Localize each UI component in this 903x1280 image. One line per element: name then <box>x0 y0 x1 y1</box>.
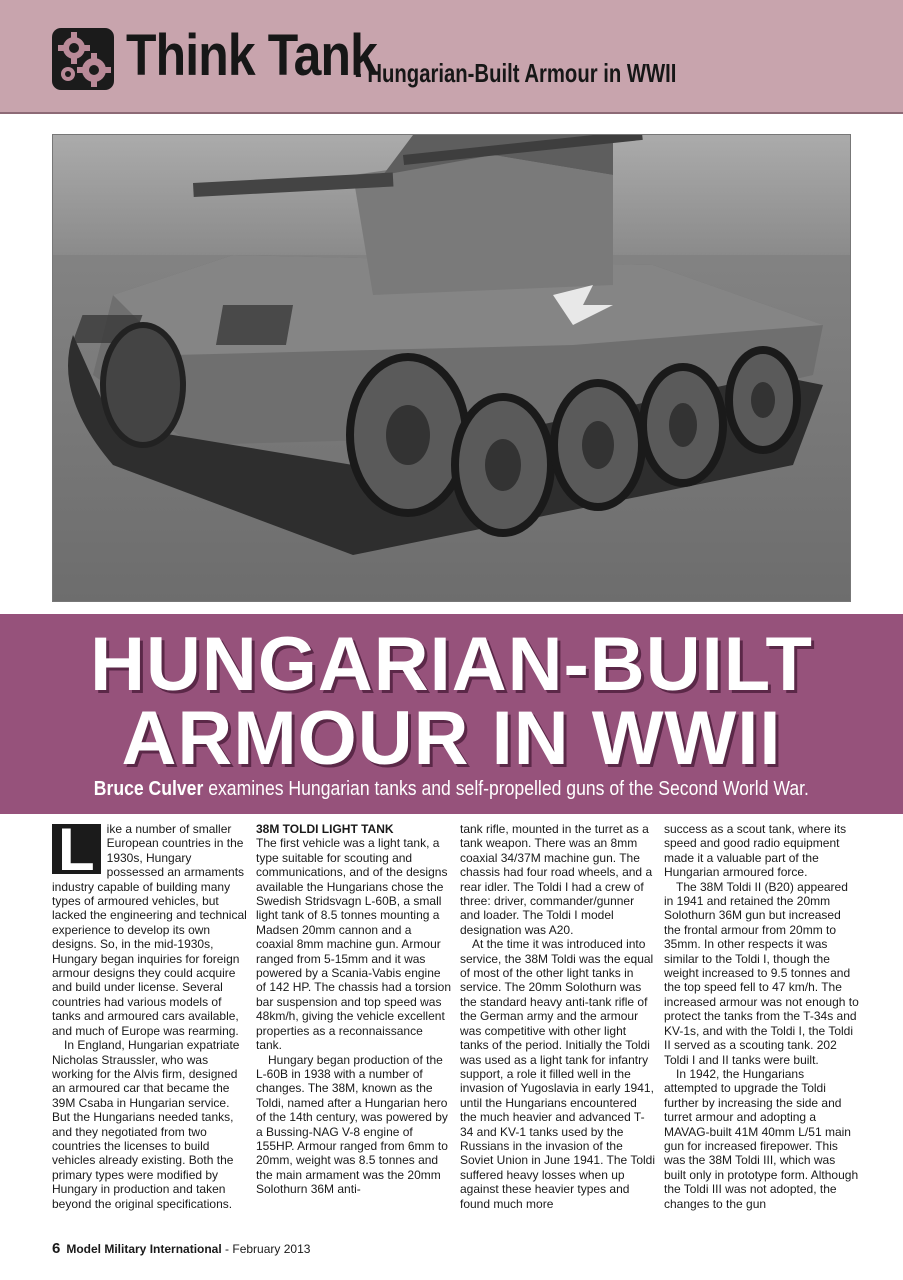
magazine-name: Model Military International <box>66 1242 222 1256</box>
paragraph: L ike a number of smaller European countries in the 1930s, Hungary possessed an armaments industry capable of building many types of armoured vehicles, but lacked the engineering and technical experience to develop its own designs. So, in the mid-1930s, Hungary began inquiries for foreign armour designs they could acquire and build under license. Several countries had various models of tanks and armoured cars available, and much of Europe was rearming. <box>52 816 247 1038</box>
paragraph: At the time it was introduced into service, the 38M Toldi was the equal of most of the other light tanks in service. The 20mm Solothurn was the standard heavy anti-tank rifle of the German army and the armour was competitive with other light tanks of the period. Initially the Toldi was used as a light tank for infantry support, a role it filled well in the invasion of Yugoslavia in early 1941, until the Hungarians encountered the much heavier and advanced T-34 and KV-1 tanks used by the Russians in the invasion of the Soviet Union in June 1941. The Toldi suffered heavy losses when up against these heavier types and found much more <box>460 937 656 1211</box>
paragraph: success as a scout tank, where its speed and good radio equipment made it a valuable part of the Hungarian armoured force. <box>664 822 847 880</box>
section-subtitle: - Hungarian-Built Armour in WWII <box>355 58 677 88</box>
issue-date: - February 2013 <box>221 1242 311 1256</box>
gear-logo-icon <box>52 28 114 90</box>
tank-photo <box>52 134 851 602</box>
section-heading: 38M TOLDI LIGHT TANK <box>256 822 394 836</box>
masthead <box>0 0 903 114</box>
paragraph: The first vehicle was a light tank, a type suitable for scouting and communications, and of the designs available the Hungarians chose the Swedish Stridsvagn L-60B, a small light tank of 8.5 tonnes mounting a Madsen 20mm cannon and a coaxial 8mm machine gun. Armour ranged from 5-15mm and it was powered by a Scania-Vabis engine of 142 HP. The chassis had a torsion bar suspension and top speed was 48km/h, giving the vehicle excellent properties as a reconnaissance tank. <box>256 836 452 1053</box>
paragraph: The 38M Toldi II (B20) appeared in 1941 and retained the 20mm Solothurn 36M gun but increased the frontal armour from 20mm to 35mm. In other respects it was similar to the Toldi I, though the weight increased to 9.5 tonnes and the top speed fell to 47 km/h. The increased armour was not enough to protect the tanks from the T-34s and KV-1s, and with the Toldi I, the Toldi II served as a scouting tank. 202 Toldi I and II tanks were built. <box>664 879 859 1067</box>
paragraph: Hungary began production of the L-60B in 1938 with a number of changes. The 38M, known as the Toldi, named after a Hungarian hero of the 14th century, was powered by a Bussing-NAG V-8 engine of 155HP. Armour ranged from 6mm to 20mm, weight was 8.5 tonnes and the main armament was the 20mm Solothurn 36M anti- <box>256 1052 448 1197</box>
article-column-4 <box>664 822 860 1211</box>
article-column-1 <box>52 816 248 1211</box>
standfirst <box>0 778 903 801</box>
headline-line-1: HUNGARIAN-BUILT <box>90 622 813 707</box>
section-title: Think Tank <box>126 23 377 88</box>
paragraph: tank rifle, mounted in the turret as a tank weapon. There was an 8mm coaxial 34/37M machine gun. The chassis had four road wheels, and a rear idler. The Toldi I had a crew of three: driver, commander/gunner and loader. The Toldi I model designation was A20. <box>460 822 653 937</box>
paragraph: In 1942, the Hungarians attempted to upgrade the Toldi further by increasing the side and turret armour and adopting a MAVAG-built 41M 40mm L/51 main gun for increased firepower. This was the 38M Toldi III, which was built only in prototype form. Although the Toldi III was not adopted, the changes to the gun <box>664 1066 859 1211</box>
page-footer <box>52 1240 310 1257</box>
standfirst-text: examines Hungarian tanks and self-propelled guns of the Second World War. <box>203 778 810 800</box>
drop-cap: L <box>52 824 101 874</box>
paragraph: In England, Hungarian expatriate Nicholas Straussler, who was working for the Alvis firm, designed an armoured car that became the 39M Csaba in Hungarian service. But the Hungarians needed tanks, and they negotiated from two countries the licenses to build vehicles already existing. Both the primary types were modified by Hungary in production and taken beyond the original specifications. <box>52 1038 240 1211</box>
headline-line-2: ARMOUR IN WWII <box>121 696 782 781</box>
toldi-tank-illustration <box>53 135 850 601</box>
article-column-2 <box>256 822 452 1197</box>
author-name: Bruce Culver <box>93 778 204 800</box>
article-column-3 <box>460 822 656 1211</box>
page-number: 6 <box>52 1240 61 1257</box>
